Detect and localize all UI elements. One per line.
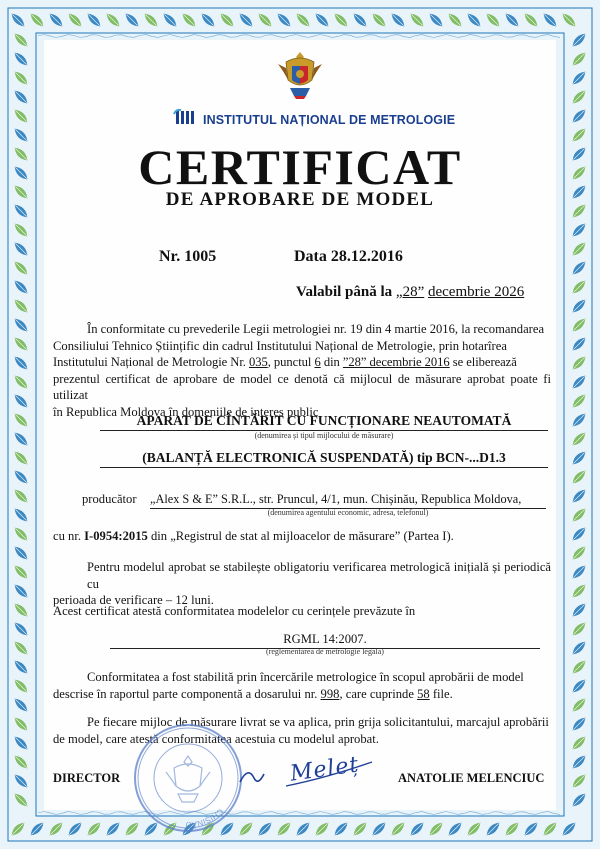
intro-line-3c: din — [323, 355, 340, 369]
instrument-name-caption: (denumirea și tipul mijlocului de măsurare) — [254, 431, 394, 440]
director-name: ANATOLIE MELENCIUC — [398, 771, 545, 785]
certificate-subtitle: DE APROBARE DE MODEL — [165, 189, 435, 210]
file-count: 58 — [417, 686, 430, 701]
decision-point: 6 — [314, 355, 321, 369]
tests-line-2c: file. — [432, 686, 453, 701]
verification-line-1: Pentru modelul aprobat se stabilește obligatoriu verificarea metrologică inițială și periodică cu — [87, 560, 551, 591]
validity-prefix: Valabil până la — [296, 284, 393, 300]
tests-line-1: Conformitatea a fost stabilită prin încercările metrologice în scopul aprobării de model — [87, 670, 524, 684]
producer-value: „Alex S & E” S.R.L., str. Pruncul, 4/1, mun. Chișinău, Republica Moldova, — [150, 491, 546, 509]
official-stamp-icon — [132, 722, 244, 834]
registry-rest: din „Registrul de stat al mijloacelor de măsurare” (Partea I). — [150, 529, 454, 543]
intro-line-4: prezentul certificat de aprobare de model ce denotă că mijlocul de măsurare aprobat poate fi utilizat — [53, 371, 551, 402]
tests-paragraph — [53, 669, 551, 702]
registry-number: I-0954:2015 — [84, 529, 148, 543]
instrument-type: (BALANȚĂ ELECTRONICĂ SUSPENDATĂ) tip BCN-...D1.3 — [100, 449, 548, 468]
institute-name: INSTITUTUL NAȚIONAL DE METROLOGIE — [203, 113, 456, 127]
institute-logo-icon — [173, 108, 199, 126]
producer-label: producător — [82, 492, 137, 506]
intro-line-3a: Institutului Național de Metrologie Nr. — [53, 355, 246, 369]
coat-of-arms-icon — [276, 50, 324, 100]
validity — [296, 284, 524, 301]
intro-paragraph — [53, 321, 551, 420]
intro-line-5: în Republica Moldova în domeniile de interes public — [53, 404, 319, 419]
compliance-caption: (reglementarea de metrologie legală) — [266, 647, 384, 656]
registry-prefix: cu nr. — [53, 529, 81, 543]
certificate-date: Data 28.12.2016 — [294, 248, 403, 265]
marking-line-2: de model, care atestă conformitatea acestuia cu modelul aprobat. — [53, 731, 379, 746]
director-label: DIRECTOR — [53, 771, 121, 785]
intro-line-2: Consiliului Tehnico Științific din cadrul Institutului Național de Metrologie, prin hotarîrea — [53, 338, 507, 353]
signature-stroke-icon — [236, 756, 376, 792]
producer-caption: (denumirea agentului economic, adresa, telefonul) — [267, 508, 429, 517]
registry-line — [53, 528, 454, 545]
dossier-number: 998 — [320, 686, 340, 701]
marking-line-1: Pe fiecare mijloc de măsurare livrat se va aplica, prin grija solicitantului, marcajul aprobării — [87, 715, 549, 729]
intro-line-3d: se eliberează — [452, 355, 517, 369]
certificate-number: Nr. 1005 — [159, 248, 217, 265]
decision-date: ”28” decembrie 2016 — [342, 355, 450, 369]
stamp-text: CHIȘINĂU — [185, 806, 225, 830]
intro-line-3b: , punctul — [267, 355, 312, 369]
intro-line-3 — [53, 354, 551, 371]
marking-paragraph — [53, 714, 551, 747]
tests-line-2b: , care cuprinde — [339, 686, 414, 701]
signature: Meleț — [288, 752, 361, 787]
instrument-name: APARAT DE CÎNTĂRIT CU FUNCȚIONARE NEAUTOMATĂ — [100, 412, 548, 431]
verification-line-2: perioada de verificare – 12 luni. — [53, 593, 214, 607]
verification-paragraph — [53, 559, 551, 609]
tests-line-2a: descrise în raportul parte componentă a dosarului nr. — [53, 686, 318, 701]
compliance-rgml: RGML 14:2007. — [110, 631, 540, 649]
compliance-line: Acest certificat atestă conformitatea modelelor cu cerințele prevăzute în — [53, 604, 416, 618]
decision-number: 035 — [248, 355, 268, 369]
validity-month-year: decembrie 2026 — [427, 284, 525, 300]
validity-day: „28” — [395, 284, 425, 300]
intro-line-1: În conformitate cu prevederile Legii metrologiei nr. 19 din 4 martie 2016, la recomandarea — [87, 322, 545, 336]
certificate-title: CERTIFICAT — [138, 139, 462, 195]
